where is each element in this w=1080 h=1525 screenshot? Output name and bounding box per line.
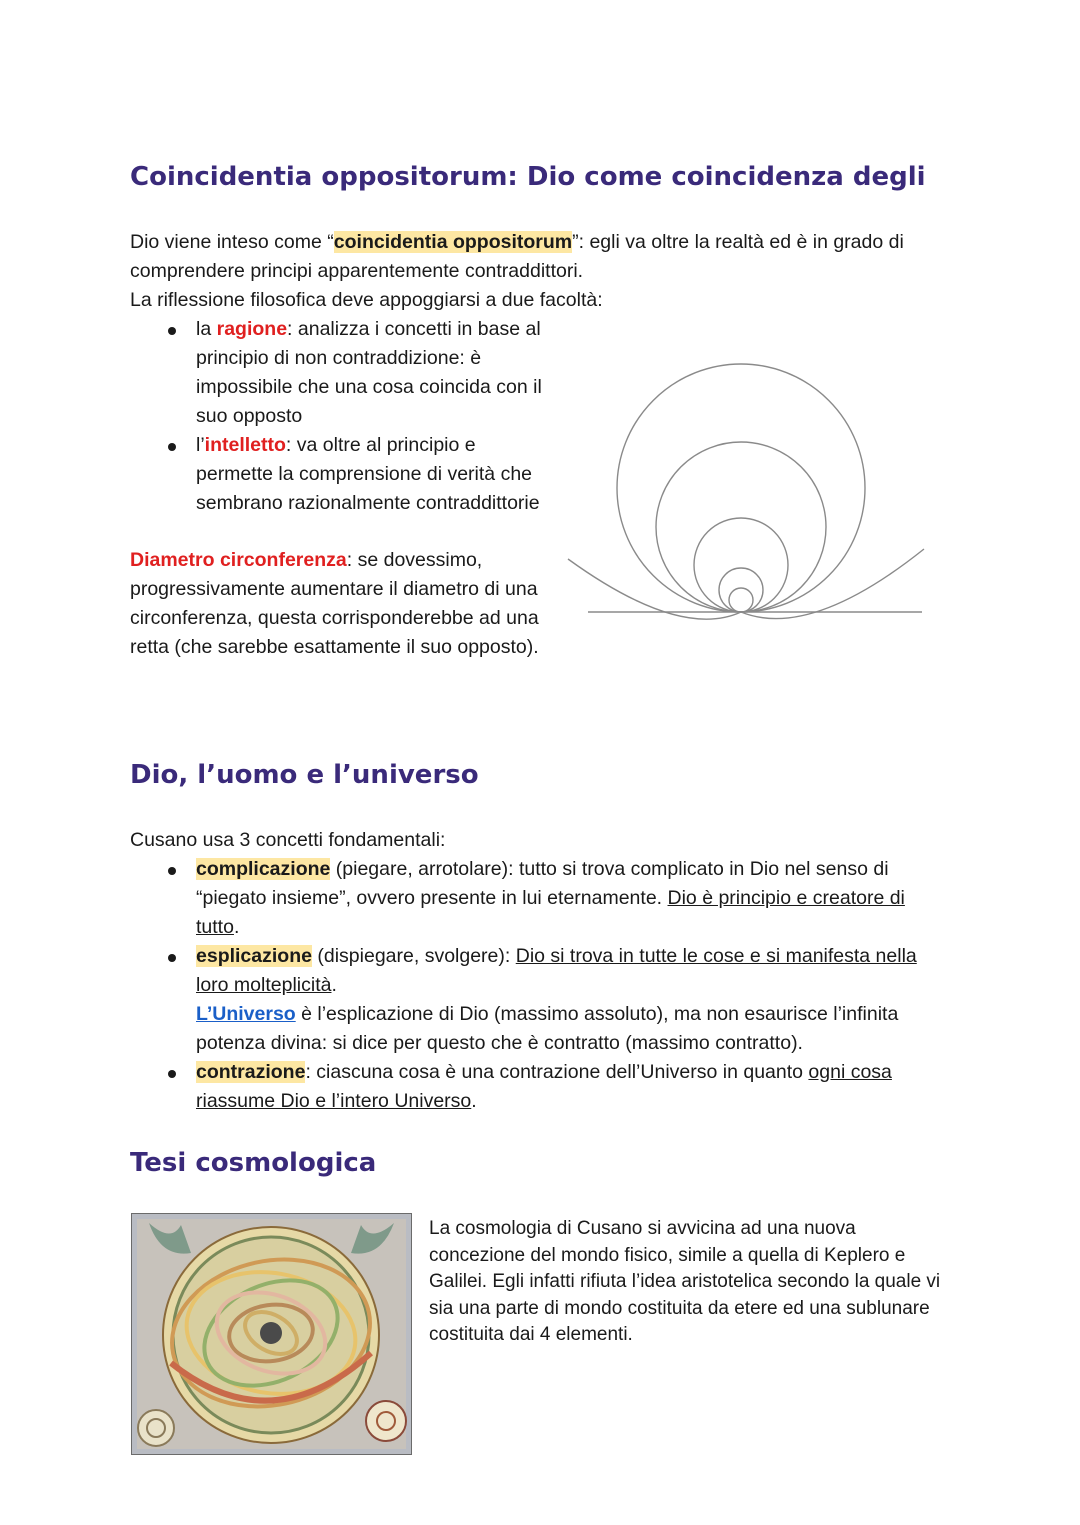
bullet-pre: l’ — [196, 434, 205, 456]
b1-text: (piegare, arrotolare): tutto si trova complicato in Dio nel senso di “piegato insieme”, ovvero presente in lui eternamente. — [196, 858, 889, 909]
bullet-text: : analizza i concetti in base al principio di non contraddizione: è impossibile che una cosa coincida con il suo opposto — [196, 318, 542, 427]
circle-medium — [694, 518, 788, 612]
paragraph-concetti: Cusano usa 3 concetti fondamentali: — [130, 829, 446, 851]
paragraph-faculties: La riflessione filosofica deve appoggiarsi a due facoltà: — [130, 289, 603, 311]
b1-underline: Dio è principio e creatore di tutto — [196, 887, 905, 938]
cosmology-map-image — [131, 1213, 412, 1455]
faculties-list — [130, 315, 550, 518]
bullet-pre: la — [196, 318, 217, 340]
paragraph-intro — [130, 228, 940, 286]
section-title-coincidentia: Coincidentia oppositorum: Dio come coincidenza degli — [130, 162, 926, 192]
b1-end: . — [233, 916, 240, 938]
section-title-tesi-cosmologica: Tesi cosmologica — [130, 1148, 377, 1178]
concepts-list — [130, 855, 940, 1116]
b2-link-text: è l’esplicazione di Dio (massimo assoluto), ma non esaurisce l’infinita potenza divina: si dice per questo che è contratto (massimo contratto). — [196, 1003, 899, 1054]
list-item — [130, 315, 550, 431]
term-contrazione: contrazione — [196, 1061, 306, 1083]
circle-smallest — [729, 588, 753, 612]
list-item — [130, 1058, 940, 1116]
universo-link[interactable]: L’Universo — [196, 1003, 296, 1025]
arc-left — [568, 559, 741, 619]
circles-diagram — [560, 355, 940, 625]
term-diametro: Diametro circonferenza — [130, 549, 347, 571]
term-ragione: ragione — [216, 318, 288, 340]
b3-text: : ciascuna cosa è una contrazione dell’Universo in quanto — [305, 1061, 809, 1083]
circle-largest — [617, 364, 865, 612]
diametro-text: : se dovessimo, progressivamente aumentare il diametro di una circonferenza, questa corrisponderebbe ad una retta (che sarebbe esattamente il suo opposto). — [130, 549, 539, 658]
circle-small — [719, 568, 763, 612]
b3-underline: ogni cosa riassume Dio e l’intero Universo — [196, 1061, 892, 1112]
b2-text: (dispiegare, svolgere): — [311, 945, 516, 967]
term-complicazione: complicazione — [196, 858, 331, 880]
b2-underline: Dio si trova in tutte le cose e si manifesta nella loro molteplicità — [196, 945, 917, 996]
circle-large — [656, 442, 826, 612]
list-item — [130, 855, 940, 942]
b3-end: . — [471, 1090, 477, 1112]
intro-pre: Dio viene inteso come “ — [130, 231, 334, 253]
term-esplicazione: esplicazione — [196, 945, 312, 967]
paragraph-cosmologia: La cosmologia di Cusano si avvicina ad una nuova concezione del mondo fisico, simile a quella di Keplero e Galilei. Egli infatti rifiuta l’idea aristotelica secondo la quale vi sia una parte di mondo costituita da etere ed una sublunare costituita dai 4 elementi. — [429, 1218, 941, 1345]
section-title-dio-uomo-universo: Dio, l’uomo e l’universo — [130, 760, 479, 790]
intro-post: ”: egli va oltre la realtà ed è in grado di comprendere principi apparentemente contraddittori. — [130, 231, 904, 282]
bullet-text: : va oltre al principio e permette la comprensione di verità che sembrano razionalmente contraddittorie — [196, 434, 540, 514]
term-intelletto: intelletto — [204, 434, 286, 456]
b2-end: . — [331, 974, 337, 996]
paragraph-diametro — [130, 546, 540, 662]
list-item — [130, 431, 550, 518]
highlight-coincidentia: coincidentia oppositorum — [333, 231, 573, 253]
list-item — [130, 942, 940, 1058]
